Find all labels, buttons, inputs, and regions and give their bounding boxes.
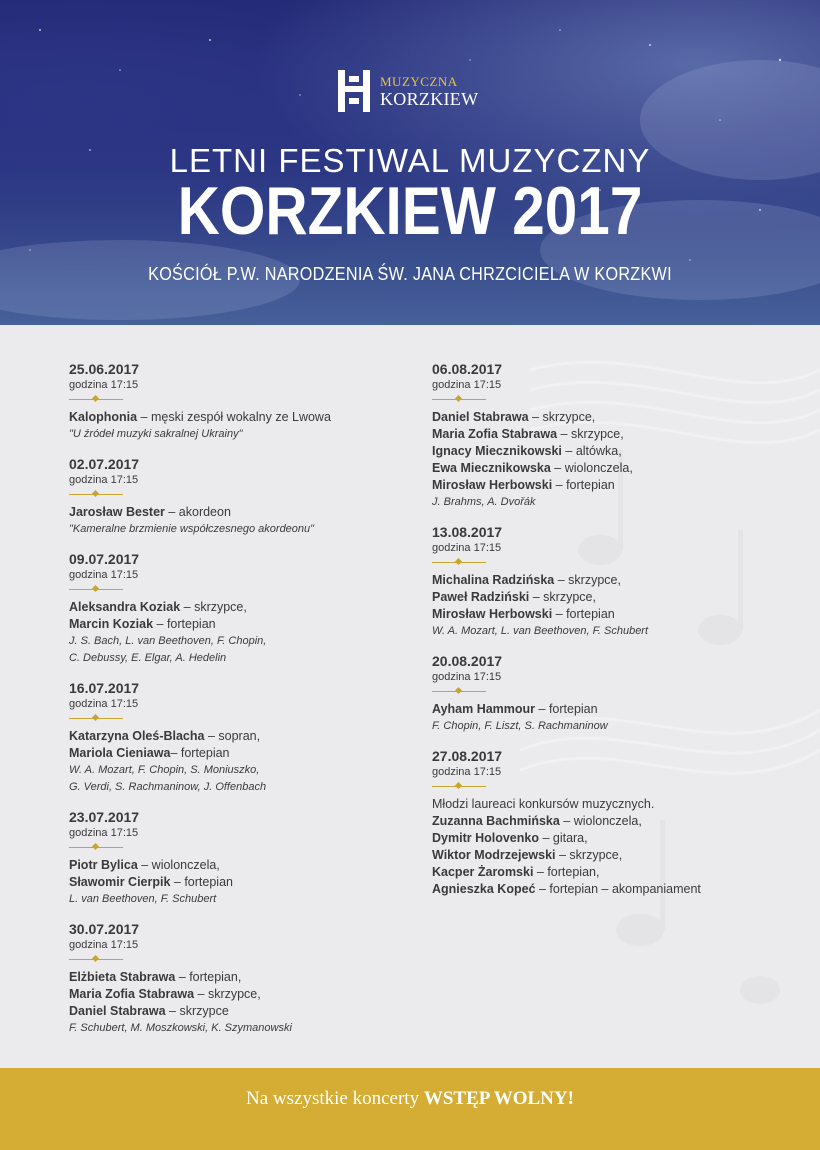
performer-line <box>69 728 429 745</box>
muzyczna-korzkiew-logo <box>336 68 478 114</box>
free-entry-notice <box>0 1088 820 1110</box>
concert-time: godzina 17:15 <box>69 827 139 839</box>
performer-name: Ignacy Miecznikowski <box>432 444 562 458</box>
performer-name: Wiktor Modrzejewski <box>432 848 556 862</box>
performer-role: – męski zespół wokalny ze Lwowa <box>137 410 331 424</box>
performer-role: – skrzypce <box>165 1004 229 1018</box>
performer-line <box>432 881 792 898</box>
concert-date: 13.08.2017 <box>432 524 503 540</box>
concert-entry <box>432 523 792 640</box>
performer-line <box>432 477 792 494</box>
concert-time: godzina 17:15 <box>69 698 139 710</box>
performer-line <box>69 986 429 1003</box>
performer-name: Michalina Radzińska <box>432 573 555 587</box>
program-note: G. Verdi, S. Rachmaninow, J. Offenbach <box>69 781 267 793</box>
program-note: F. Chopin, F. Liszt, S. Rachmaninow <box>432 720 608 732</box>
performer-line <box>69 616 429 633</box>
performer-role: – skrzypce, <box>529 590 596 604</box>
performer-line <box>69 409 429 426</box>
performer-name: Daniel Stabrawa <box>69 1004 166 1018</box>
performer-name: Zuzanna Bachmińska <box>432 814 560 828</box>
concert-entry <box>69 808 429 908</box>
festival-header <box>0 0 820 325</box>
program-note: W. A. Mozart, L. van Beethoven, F. Schubert <box>432 625 649 637</box>
performer-name: Mirosław Herbowski <box>432 478 553 492</box>
concert-time: godzina 17:15 <box>69 569 139 581</box>
performer-name: Elżbieta Stabrawa <box>69 970 176 984</box>
performer-role: – skrzypce, <box>557 427 624 441</box>
concert-date: 02.07.2017 <box>69 456 140 472</box>
gold-divider <box>69 585 123 593</box>
concert-column-right <box>432 360 792 910</box>
concert-entry <box>69 360 429 443</box>
performer-line <box>69 504 429 521</box>
gold-divider <box>69 490 123 498</box>
performer-name: Paweł Radziński <box>432 590 530 604</box>
concert-entry <box>69 455 429 538</box>
gold-divider <box>69 395 123 403</box>
concert-date: 25.06.2017 <box>69 361 140 377</box>
gold-divider <box>69 714 123 722</box>
concert-entry <box>69 679 429 796</box>
performer-role: – skrzypce, <box>555 848 623 862</box>
performer-role: – fortepian <box>535 702 598 716</box>
performer-line <box>432 701 792 718</box>
free-entry-bold: WSTĘP WOLNY! <box>423 1088 574 1109</box>
performer-name: Jarosław Bester <box>69 505 165 519</box>
concert-entry <box>432 747 792 898</box>
concert-date: 16.07.2017 <box>69 680 140 696</box>
performer-line <box>69 1003 429 1020</box>
performer-role: – wiolonczela, <box>137 858 220 872</box>
performer-line <box>69 857 429 874</box>
performer-role: – fortepian <box>153 617 216 631</box>
concert-time: godzina 17:15 <box>69 939 139 951</box>
performer-name: Agnieszka Kopeć <box>432 882 536 896</box>
program-note: J. Brahms, A. Dvořák <box>432 496 536 508</box>
program-note: "Kameralne brzmienie współczesnego akordeonu" <box>69 523 315 535</box>
gold-divider <box>69 843 123 851</box>
free-entry-text: Na wszystkie koncerty <box>246 1088 424 1109</box>
performer-name: Sławomir Cierpik <box>69 875 171 889</box>
performer-name: Maria Zofia Stabrawa <box>432 427 558 441</box>
concert-date: 09.07.2017 <box>69 551 140 567</box>
performer-line <box>432 813 792 830</box>
concert-time: godzina 17:15 <box>69 379 139 391</box>
gold-divider <box>432 782 486 790</box>
performer-line <box>69 874 429 891</box>
logo-text-bottom: KORZKIEW <box>380 88 479 109</box>
concert-date: 20.08.2017 <box>432 653 503 669</box>
performer-role: – altówka, <box>561 444 622 458</box>
performer-line <box>432 864 792 881</box>
performer-line <box>432 460 792 477</box>
performer-role: – fortepian <box>170 746 230 760</box>
performer-role: – fortepian – akompaniament <box>535 882 701 896</box>
concert-date: 30.07.2017 <box>69 921 140 937</box>
performer-role: – skrzypce, <box>554 573 621 587</box>
performer-name: Katarzyna Oleś-Blacha <box>69 729 205 743</box>
performer-line <box>432 426 792 443</box>
performer-role: – fortepian <box>552 607 615 621</box>
concert-date: 27.08.2017 <box>432 748 503 764</box>
performer-role: – skrzypce, <box>180 600 247 614</box>
festival-title-line1: LETNI FESTIWAL MUZYCZNY <box>169 142 651 179</box>
concert-entry <box>432 652 792 735</box>
concert-entry <box>69 550 429 667</box>
performer-name: Dymitr Holovenko <box>432 831 539 845</box>
performer-line <box>432 830 792 847</box>
performer-role: Młodzi laureaci konkursów muzycznych. <box>432 797 655 811</box>
performer-name: Kalophonia <box>69 410 138 424</box>
gold-divider <box>432 395 486 403</box>
concert-column-left <box>69 360 429 1049</box>
performer-name: Piotr Bylica <box>69 858 138 872</box>
performer-line <box>432 572 792 589</box>
performer-line <box>432 589 792 606</box>
concert-time: godzina 17:15 <box>69 474 139 486</box>
performer-role: – wiolonczela, <box>550 461 633 475</box>
performer-name: Maria Zofia Stabrawa <box>69 987 195 1001</box>
program-note: L. van Beethoven, F. Schubert <box>69 893 217 905</box>
performer-line <box>432 847 792 864</box>
festival-title-line2: KORZKIEW 2017 <box>177 173 643 249</box>
performer-name: Ayham Hammour <box>432 702 536 716</box>
program-note: "U źródeł muzyki sakralnej Ukrainy" <box>69 428 243 440</box>
performer-name: Daniel Stabrawa <box>432 410 529 424</box>
performer-name: Aleksandra Koziak <box>69 600 181 614</box>
performer-name: Ewa Miecznikowska <box>432 461 551 475</box>
concert-time: godzina 17:15 <box>432 542 502 554</box>
performer-role: – skrzypce, <box>528 410 596 424</box>
program-note: W. A. Mozart, F. Chopin, S. Moniuszko, <box>69 764 260 776</box>
performer-role: – akordeon <box>164 505 231 519</box>
venue-subtitle: KOŚCIÓŁ P.W. NARODZENIA ŚW. JANA CHRZCICIELA W KORZKWI <box>148 264 672 284</box>
performer-line <box>69 745 429 762</box>
performer-role: – gitara, <box>538 831 588 845</box>
concert-time: godzina 17:15 <box>432 379 502 391</box>
performer-line <box>432 606 792 623</box>
gold-divider <box>432 687 486 695</box>
gold-divider <box>69 955 123 963</box>
program-note: F. Schubert, M. Moszkowski, K. Szymanowski <box>69 1022 292 1034</box>
concert-time: godzina 17:15 <box>432 766 502 778</box>
performer-line <box>432 796 792 813</box>
concert-entry <box>432 360 792 511</box>
logo-text-top: MUZYCZNA <box>380 73 458 89</box>
performer-role: – skrzypce, <box>194 987 261 1001</box>
performer-line <box>432 409 792 426</box>
concert-date: 23.07.2017 <box>69 809 140 825</box>
performer-role: – wiolonczela, <box>559 814 642 828</box>
performer-role: – fortepian <box>552 478 615 492</box>
logo-mark-icon <box>336 68 372 114</box>
gold-divider <box>432 558 486 566</box>
concert-time: godzina 17:15 <box>432 671 502 683</box>
performer-role: – fortepian, <box>175 970 242 984</box>
performer-role: – fortepian <box>170 875 233 889</box>
performer-name: Marcin Koziak <box>69 617 154 631</box>
concert-entry <box>69 920 429 1037</box>
performer-line <box>432 443 792 460</box>
program-note: C. Debussy, E. Elgar, A. Hedelin <box>69 652 227 664</box>
performer-line <box>69 599 429 616</box>
performer-name: Kacper Żaromski <box>432 865 534 879</box>
performer-name: Mirosław Herbowski <box>432 607 553 621</box>
performer-name: Mariola Cieniawa <box>69 746 171 760</box>
performer-role: – fortepian, <box>533 865 600 879</box>
performer-line <box>69 969 429 986</box>
performer-role: – sopran, <box>204 729 261 743</box>
program-note: J. S. Bach, L. van Beethoven, F. Chopin, <box>69 635 267 647</box>
concert-date: 06.08.2017 <box>432 361 503 377</box>
